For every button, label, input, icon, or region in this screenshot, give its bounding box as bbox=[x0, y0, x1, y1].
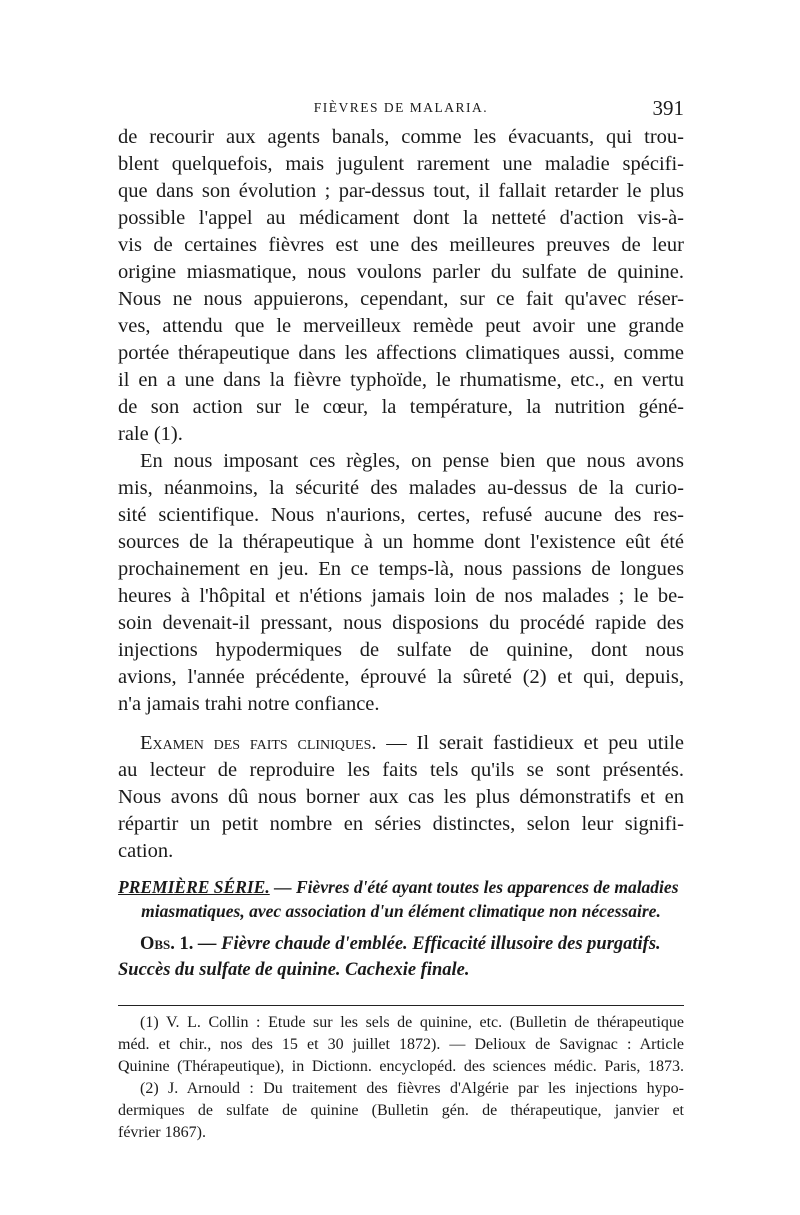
text-line: cation. bbox=[118, 840, 174, 862]
text-line bbox=[118, 875, 684, 899]
text-line: répartir un petit nombre en séries distinctes, selon leur signifi- bbox=[118, 813, 684, 835]
text-line: En nous imposant ces règles, on pense bien que nous avons bbox=[140, 450, 684, 472]
text-line: prochainement en jeu. En ce temps-là, nous passions de longues bbox=[118, 558, 684, 580]
text-span: Succès du sulfate de quinine. Cachexie finale. bbox=[118, 960, 470, 980]
text-span: — Fièvres d'été ayant toutes les apparences de maladies bbox=[269, 877, 679, 897]
running-title: FIÈVRES DE MALARIA. bbox=[313, 100, 489, 115]
text-line: de recourir aux agents banals, comme les évacuants, qui trou- bbox=[118, 126, 684, 148]
footnote-line: méd. et chir., nos des 15 et 30 juillet 1872). — Delioux de Savignac : Article bbox=[118, 1036, 684, 1053]
text-line bbox=[118, 957, 684, 983]
text-line: sources de la thérapeutique à un homme dont l'existence eût été bbox=[118, 531, 684, 553]
text-line: blent quelquefois, mais jugulent rarement une maladie spécifi- bbox=[118, 153, 684, 175]
footnote-line: dermiques de sulfate de quinine (Bulletin gén. de thérapeutique, janvier et bbox=[118, 1102, 684, 1119]
text-line: n'a jamais trahi notre confiance. bbox=[118, 693, 380, 715]
text-line bbox=[118, 730, 684, 757]
text-line: soin devenait-il pressant, nous disposions du procédé rapide des bbox=[118, 612, 684, 634]
footnote-line: Quinine (Thérapeutique), in Dictionn. encyclopéd. des sciences médic. Paris, 1873. bbox=[118, 1058, 684, 1075]
footnote-line: (1) V. L. Collin : Etude sur les sels de quinine, etc. (Bulletin de thérapeutique bbox=[140, 1014, 684, 1031]
text-line: de son action sur le cœur, la température, la nutrition géné- bbox=[118, 396, 684, 418]
series-label: PREMIÈRE SÉRIE. bbox=[118, 877, 270, 897]
text-line: que dans son évolution ; par-dessus tout, il fallait retarder le plus bbox=[118, 180, 684, 202]
text-line: il en a une dans la fièvre typhoïde, le rhumatisme, etc., en vertu bbox=[118, 369, 684, 391]
text-line: heures à l'hôpital et n'étions jamais loin de nos malades ; le be- bbox=[118, 585, 684, 607]
footnotes bbox=[118, 1012, 684, 1144]
observation-heading bbox=[118, 931, 684, 983]
page-number: 391 bbox=[652, 96, 684, 120]
footnote-line: février 1867). bbox=[118, 1124, 206, 1141]
paragraph-1 bbox=[118, 124, 684, 448]
running-head bbox=[118, 96, 684, 124]
series-heading bbox=[118, 875, 684, 923]
text-line: injections hypodermiques de sulfate de quinine, dont nous bbox=[118, 639, 684, 661]
text-line bbox=[118, 931, 684, 957]
text-line: rale (1). bbox=[118, 423, 183, 445]
text-line: miasmatiques, avec association d'un élément climatique non nécessaire. bbox=[141, 901, 661, 921]
text-line: mis, néanmoins, la sécurité des malades au-dessus de la curio- bbox=[118, 477, 684, 499]
observation-label: Obs. 1. bbox=[140, 934, 194, 954]
text-line: vis de certaines fièvres est une des meilleures preuves de leur bbox=[118, 234, 684, 256]
paragraph-3 bbox=[118, 730, 684, 865]
footnote-line: (2) J. Arnould : Du traitement des fièvres d'Algérie par les injections hypo- bbox=[140, 1080, 684, 1097]
text-line: Nous ne nous appuierons, cependant, sur ce fait qu'avec réser- bbox=[118, 288, 684, 310]
text-line: origine miasmatique, nous voulons parler du sulfate de quinine. bbox=[118, 261, 684, 283]
text-line: Nous avons dû nous borner aux cas les plus démonstratifs et en bbox=[118, 786, 684, 808]
text-line: possible l'appel au médicament dont la netteté d'action vis-à- bbox=[118, 207, 684, 229]
text-line: sité scientifique. Nous n'aurions, certes, refusé aucune des res- bbox=[118, 504, 684, 526]
text-line: portée thérapeutique dans les affections climatiques aussi, comme bbox=[118, 342, 684, 364]
text-line: au lecteur de reproduire les faits tels qu'ils se sont présentés. bbox=[118, 759, 684, 781]
paragraph-2 bbox=[118, 448, 684, 718]
text-line: ves, attendu que le merveilleux remède peut avoir une grande bbox=[118, 315, 684, 337]
text-span: — Fièvre chaude d'emblée. Efficacité illusoire des purgatifs. bbox=[193, 934, 661, 954]
text-span: — Il serait fastidieux et peu utile bbox=[376, 732, 684, 754]
book-page bbox=[118, 96, 684, 1144]
footnote-rule bbox=[118, 1005, 684, 1006]
section-heading: Examen des faits cliniques. bbox=[140, 732, 377, 754]
text-line: avions, l'année précédente, éprouvé la sûreté (2) et qui, depuis, bbox=[118, 666, 684, 688]
